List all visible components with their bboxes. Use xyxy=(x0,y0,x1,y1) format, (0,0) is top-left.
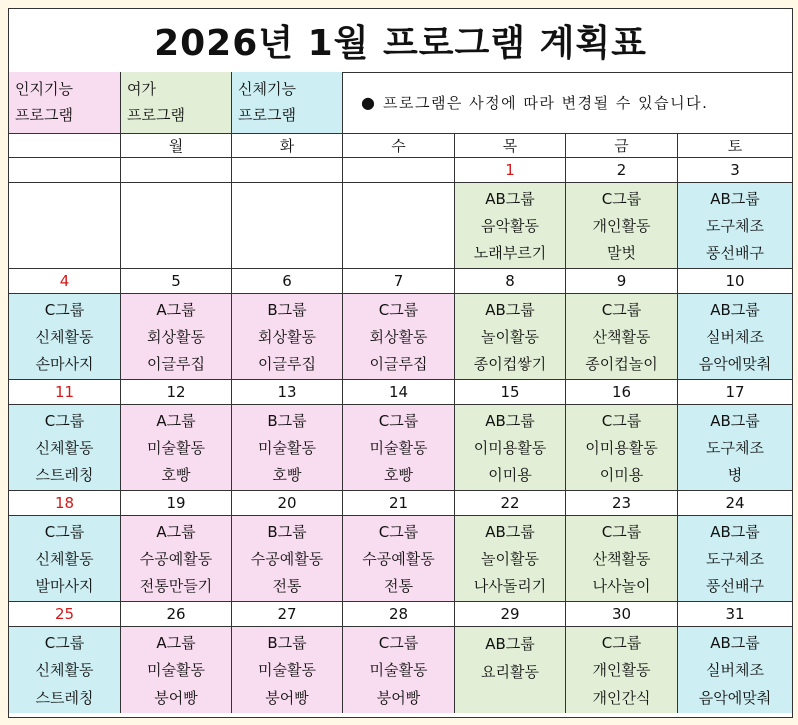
date-cell: 18 xyxy=(9,491,121,516)
activity-line: 미술활동 xyxy=(147,661,205,680)
activity-cell xyxy=(455,183,566,269)
legend-cognitive xyxy=(9,72,121,133)
activity-line: 음악에맞춰 xyxy=(698,688,772,707)
activity-line: C그룹 xyxy=(44,523,85,541)
activity-line: 풍선배구 xyxy=(706,577,764,595)
date-cell: 28 xyxy=(343,602,455,627)
date-cell: 12 xyxy=(121,380,232,405)
activity-line: 개인활동 xyxy=(592,661,651,680)
activity-line: A그룹 xyxy=(156,634,196,653)
weekday-header: 수 xyxy=(343,133,455,158)
weekday-header: 목 xyxy=(455,133,566,158)
activity-line: AB그룹 xyxy=(485,523,535,541)
activity-line: 회상활동 xyxy=(258,328,316,346)
activity-line: 신체활동 xyxy=(35,328,94,346)
activity-line: AB그룹 xyxy=(485,301,535,319)
date-cell xyxy=(9,158,121,183)
activity-line: B그룹 xyxy=(267,301,307,319)
activity-line: 음악에맞춰 xyxy=(698,355,772,373)
activity-line: 풍선배구 xyxy=(706,244,764,262)
activity-line: 미술활동 xyxy=(147,439,205,457)
activity-cell xyxy=(232,627,343,713)
activity-cell xyxy=(343,516,455,602)
activity-line: C그룹 xyxy=(378,634,419,653)
activity-line: 이미용활동 xyxy=(585,439,658,457)
legend-note xyxy=(349,72,708,133)
date-cell: 29 xyxy=(455,602,566,627)
activity-cell xyxy=(232,405,343,491)
activity-line: 노래부르기 xyxy=(473,244,547,262)
activity-line: 나사돌리기 xyxy=(473,577,547,595)
activity-line: 이미용 xyxy=(599,466,644,484)
date-cell: 27 xyxy=(232,602,343,627)
legend-leisure xyxy=(121,72,232,133)
activity-line: C그룹 xyxy=(378,523,419,541)
activity-line: 실버체조 xyxy=(706,328,764,346)
activity-cell xyxy=(9,516,121,602)
activity-line: A그룹 xyxy=(156,301,196,319)
activity-line: B그룹 xyxy=(267,634,307,653)
activity-line: C그룹 xyxy=(601,523,642,541)
legend-physical-line2: 프로그램 xyxy=(238,106,296,124)
activity-line: 손마사지 xyxy=(35,355,94,373)
date-cell: 5 xyxy=(121,269,232,294)
activity-line: 호빵 xyxy=(384,466,413,484)
weekday-header: 토 xyxy=(678,133,792,158)
activity-line: 이글루집 xyxy=(369,355,428,373)
activity-cell xyxy=(678,294,792,380)
date-cell: 16 xyxy=(566,380,678,405)
date-cell: 4 xyxy=(9,269,121,294)
activity-line: 도구체조 xyxy=(706,439,764,457)
legend-cognitive-line1: 인지기능 xyxy=(15,80,73,98)
date-cell: 20 xyxy=(232,491,343,516)
date-cell: 31 xyxy=(678,602,792,627)
activity-cell xyxy=(566,405,678,491)
date-cell: 17 xyxy=(678,380,792,405)
date-cell: 23 xyxy=(566,491,678,516)
legend-cognitive-line2: 프로그램 xyxy=(15,106,73,124)
date-cell: 11 xyxy=(9,380,121,405)
activity-line: 놀이활동 xyxy=(481,328,539,346)
activity-line: AB그룹 xyxy=(710,523,760,541)
activity-cell xyxy=(455,405,566,491)
legend-leisure-line1: 여가 xyxy=(127,80,156,98)
activity-line: 전통만들기 xyxy=(139,577,213,595)
activity-line: 호빵 xyxy=(161,466,191,484)
activity-line: 이글루집 xyxy=(147,355,205,373)
date-cell: 2 xyxy=(566,158,678,183)
activity-line: 호빵 xyxy=(272,466,302,484)
date-cell xyxy=(232,158,343,183)
activity-line: 붕어빵 xyxy=(154,688,198,707)
date-cell: 30 xyxy=(566,602,678,627)
activity-line: B그룹 xyxy=(267,523,307,541)
activity-line: C그룹 xyxy=(378,412,419,430)
activity-line: 신체활동 xyxy=(35,439,94,457)
activity-line: 미술활동 xyxy=(258,661,316,680)
activity-line: 미술활동 xyxy=(369,661,428,680)
activity-line: C그룹 xyxy=(378,301,419,319)
activity-line: 음악활동 xyxy=(481,217,539,235)
activity-line: 요리활동 xyxy=(481,662,539,681)
activity-cell xyxy=(566,516,678,602)
activity-cell xyxy=(121,627,232,713)
activity-cell xyxy=(343,294,455,380)
activity-line: 회상활동 xyxy=(369,328,428,346)
activity-cell xyxy=(9,627,121,713)
activity-line: C그룹 xyxy=(44,634,85,653)
legend-leisure-line2: 프로그램 xyxy=(127,106,185,124)
activity-line: 신체활동 xyxy=(35,550,94,568)
activity-line: 회상활동 xyxy=(147,328,205,346)
activity-line: C그룹 xyxy=(601,412,642,430)
activity-line: C그룹 xyxy=(44,301,85,319)
activity-cell xyxy=(232,294,343,380)
activity-line: 말벗 xyxy=(607,244,636,262)
date-cell: 15 xyxy=(455,380,566,405)
activity-line: 발마사지 xyxy=(35,577,94,595)
date-cell: 19 xyxy=(121,491,232,516)
activity-line: 이미용 xyxy=(488,466,532,484)
date-cell: 21 xyxy=(343,491,455,516)
activity-line: AB그룹 xyxy=(710,301,760,319)
activity-line: 종이컵놀이 xyxy=(585,355,658,373)
activity-line: 도구체조 xyxy=(706,217,764,235)
activity-line: 실버체조 xyxy=(706,661,764,680)
legend-row xyxy=(9,72,792,134)
activity-cell xyxy=(9,405,121,491)
activity-line: 스트레칭 xyxy=(35,688,94,707)
activity-line: 전통 xyxy=(384,577,413,595)
activity-line: 개인간식 xyxy=(592,688,651,707)
activity-line: AB그룹 xyxy=(710,190,760,208)
date-cell: 25 xyxy=(9,602,121,627)
date-cell: 1 xyxy=(455,158,566,183)
activity-cell xyxy=(9,294,121,380)
activity-cell xyxy=(678,516,792,602)
legend-note-text: 프로그램은 사정에 따라 변경될 수 있습니다. xyxy=(382,94,709,112)
activity-line: 수공예활동 xyxy=(362,550,435,568)
activity-line xyxy=(508,689,513,707)
activity-cell xyxy=(678,627,792,713)
weekday-header: 월 xyxy=(121,133,232,158)
activity-cell xyxy=(455,516,566,602)
date-cell: 13 xyxy=(232,380,343,405)
activity-line: 붕어빵 xyxy=(376,688,421,707)
empty-cell xyxy=(121,183,232,269)
empty-cell xyxy=(9,183,121,269)
activity-line: 산책활동 xyxy=(592,328,651,346)
activity-line: 미술활동 xyxy=(258,439,316,457)
activity-line: A그룹 xyxy=(156,523,196,541)
activity-line: 도구체조 xyxy=(706,550,764,568)
weekday-header xyxy=(9,133,121,158)
weekday-header: 금 xyxy=(566,133,678,158)
activity-cell xyxy=(232,516,343,602)
date-cell: 26 xyxy=(121,602,232,627)
activity-line: C그룹 xyxy=(601,190,642,208)
activity-line: 나사놀이 xyxy=(592,577,651,595)
activity-line: 종이컵쌓기 xyxy=(473,355,547,373)
activity-cell xyxy=(343,405,455,491)
activity-line: AB그룹 xyxy=(710,634,760,653)
activity-line: C그룹 xyxy=(601,634,642,653)
date-cell: 7 xyxy=(343,269,455,294)
activity-line: 놀이활동 xyxy=(481,550,539,568)
activity-line: 붕어빵 xyxy=(265,688,309,707)
empty-cell xyxy=(232,183,343,269)
empty-cell xyxy=(343,183,455,269)
activity-line: B그룹 xyxy=(267,412,307,430)
activity-line: 수공예활동 xyxy=(250,550,324,568)
activity-cell xyxy=(455,294,566,380)
activity-line: A그룹 xyxy=(156,412,196,430)
page-title: 2026년 1월 프로그램 계획표 xyxy=(9,9,792,73)
activity-line: 스트레칭 xyxy=(35,466,94,484)
activity-line: 개인활동 xyxy=(592,217,651,235)
activity-cell xyxy=(566,183,678,269)
activity-line: C그룹 xyxy=(601,301,642,319)
activity-cell xyxy=(566,627,678,713)
activity-line: 신체활동 xyxy=(35,661,94,680)
activity-cell xyxy=(678,405,792,491)
activity-line: 전통 xyxy=(272,577,302,595)
date-cell xyxy=(343,158,455,183)
date-cell: 3 xyxy=(678,158,792,183)
date-cell: 24 xyxy=(678,491,792,516)
weekday-header: 화 xyxy=(232,133,343,158)
date-cell: 9 xyxy=(566,269,678,294)
activity-line: AB그룹 xyxy=(485,412,535,430)
activity-cell xyxy=(121,405,232,491)
activity-line: 수공예활동 xyxy=(139,550,213,568)
date-cell: 10 xyxy=(678,269,792,294)
date-cell: 22 xyxy=(455,491,566,516)
date-cell: 6 xyxy=(232,269,343,294)
activity-line: 이글루집 xyxy=(258,355,316,373)
activity-line: AB그룹 xyxy=(710,412,760,430)
date-cell: 14 xyxy=(343,380,455,405)
activity-cell xyxy=(121,294,232,380)
date-cell xyxy=(121,158,232,183)
activity-cell xyxy=(455,627,566,713)
activity-cell xyxy=(566,294,678,380)
activity-line: C그룹 xyxy=(44,412,85,430)
activity-line: 미술활동 xyxy=(369,439,428,457)
activity-cell xyxy=(121,516,232,602)
legend-physical-line1: 신체기능 xyxy=(238,80,296,98)
activity-line: 산책활동 xyxy=(592,550,651,568)
activity-line: AB그룹 xyxy=(485,634,535,653)
date-cell: 8 xyxy=(455,269,566,294)
activity-line: 이미용활동 xyxy=(473,439,547,457)
program-schedule-table xyxy=(8,8,793,718)
legend-physical xyxy=(232,72,343,133)
activity-cell xyxy=(678,183,792,269)
activity-cell xyxy=(343,627,455,713)
activity-line: 병 xyxy=(727,466,743,484)
bullet-icon: ● xyxy=(361,93,375,112)
activity-line: AB그룹 xyxy=(485,190,535,208)
